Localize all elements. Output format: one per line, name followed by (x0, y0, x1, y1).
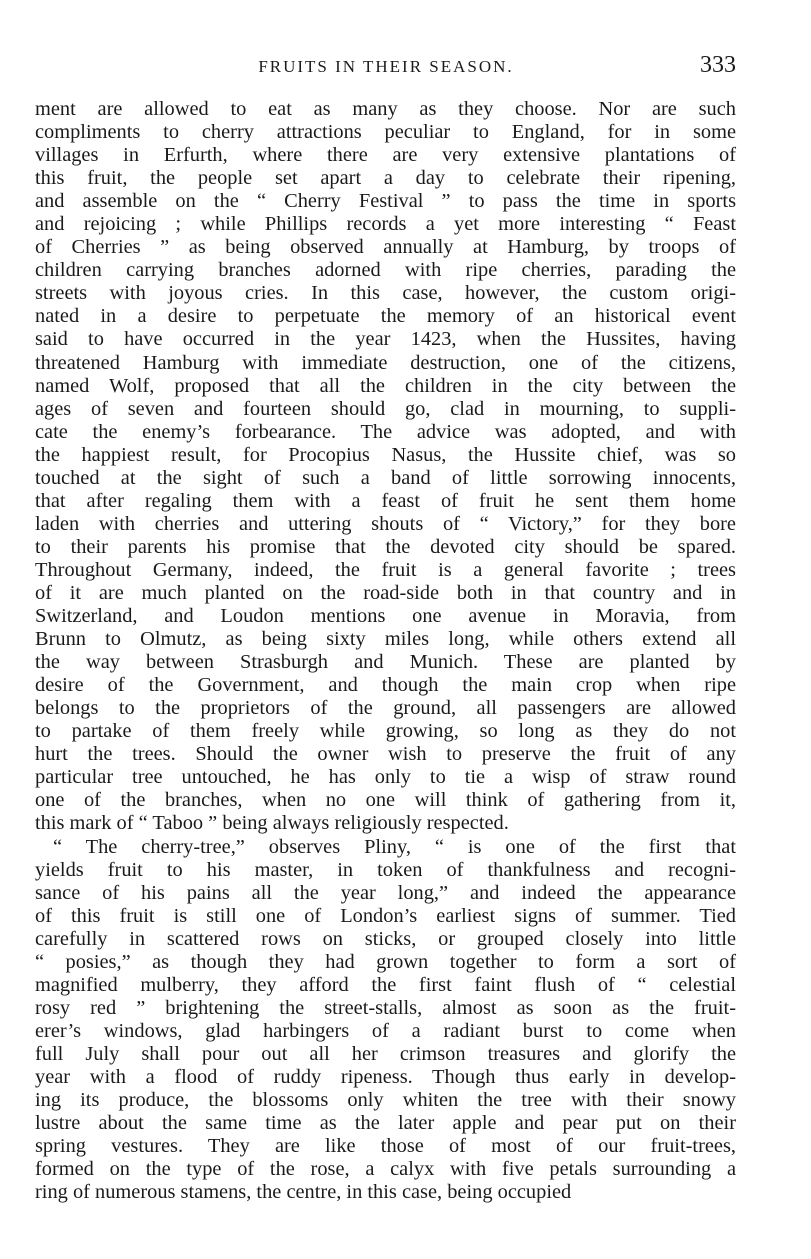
text-line: hurt the trees. Should the owner wish to preserve the fruit of any (35, 743, 736, 766)
text-line: children carrying branches adorned with ripe cherries, parading the (35, 259, 736, 282)
text-line: nated in a desire to perpetuate the memory of an historical event (35, 305, 736, 328)
text-line: one of the branches, when no one will think of gathering from it, (35, 789, 736, 812)
text-line: ment are allowed to eat as many as they choose. Nor are such (35, 98, 736, 120)
running-header (36, 52, 736, 82)
paragraph (35, 98, 736, 836)
text-line: compliments to cherry attractions peculiar to England, for in some (35, 121, 736, 144)
text-line: said to have occurred in the year 1423, when the Hussites, having (35, 328, 736, 351)
text-line: and assemble on the “ Cherry Festival ” to pass the time in sports (35, 190, 736, 213)
paragraph (35, 836, 736, 1205)
text-line: ages of seven and fourteen should go, clad in mourning, to suppli- (35, 397, 736, 420)
text-line: belongs to the proprietors of the ground, all passengers are allowed (35, 697, 736, 720)
text-line: year with a flood of ruddy ripeness. Though thus early in develop- (35, 1065, 736, 1088)
page-number: 333 (700, 52, 736, 78)
text-line: named Wolf, proposed that all the children in the city between the (35, 374, 736, 397)
text-line: and rejoicing ; while Phillips records a yet more interesting “ Feast (35, 213, 736, 236)
text-line: “ The cherry-tree,” observes Pliny, “ is one of the first that (53, 835, 736, 858)
text-line: villages in Erfurth, where there are very extensive plantations of (35, 144, 736, 167)
text-line: particular tree untouched, he has only to tie a wisp of straw round (35, 766, 736, 789)
running-title: FRUITS IN THEIR SEASON. (258, 57, 514, 76)
text-line: of it are much planted on the road-side both in that country and in (35, 581, 736, 604)
text-line: the happiest result, for Procopius Nasus, the Hussite chief, was so (35, 443, 736, 466)
text-line: threatened Hamburg with immediate destruction, one of the citizens, (35, 351, 736, 374)
text-line: lustre about the same time as the later apple and pear put on their (35, 1112, 736, 1135)
text-line: sance of his pains all the year long,” and indeed the appearance (35, 881, 736, 904)
text-line: laden with cherries and uttering shouts of “ Victory,” for they bore (35, 512, 736, 535)
body-text (35, 98, 736, 1204)
text-line: ing its produce, the blossoms only whiten the tree with their snowy (35, 1089, 736, 1112)
text-line: cate the enemy’s forbearance. The advice was adopted, and with (35, 420, 736, 443)
text-line: formed on the type of the rose, a calyx with five petals surrounding a (35, 1158, 736, 1181)
text-line: spring vestures. They are like those of most of our fruit-trees, (35, 1135, 736, 1158)
text-line: to their parents his promise that the devoted city should be spared. (35, 535, 736, 558)
text-line: ring of numerous stamens, the centre, in this case, being occupied (35, 1181, 572, 1204)
text-line: this fruit, the people set apart a day to celebrate their ripening, (35, 167, 736, 190)
text-line: Brunn to Olmutz, as being sixty miles long, while others extend all (35, 628, 736, 651)
text-line: this mark of “ Taboo ” being always religiously respected. (35, 812, 509, 835)
text-line: “ posies,” as though they had grown together to form a sort of (35, 950, 736, 973)
text-line: desire of the Government, and though the main crop when ripe (35, 674, 736, 697)
text-line: that after regaling them with a feast of fruit he sent them home (35, 489, 736, 512)
text-line: magnified mulberry, they afford the first faint flush of “ celestial (35, 973, 736, 996)
text-line: yields fruit to his master, in token of thankfulness and recogni- (35, 858, 736, 881)
text-line: Throughout Germany, indeed, the fruit is a general favorite ; trees (35, 558, 736, 581)
text-line: carefully in scattered rows on sticks, or grouped closely into little (35, 927, 736, 950)
text-line: streets with joyous cries. In this case, however, the custom origi- (35, 282, 736, 305)
text-line: of Cherries ” as being observed annually at Hamburg, by troops of (35, 236, 736, 259)
text-line: touched at the sight of such a band of little sorrowing innocents, (35, 466, 736, 489)
text-line: of this fruit is still one of London’s earliest signs of summer. Tied (35, 904, 736, 927)
text-line: erer’s windows, glad harbingers of a radiant burst to come when (35, 1019, 736, 1042)
text-line: full July shall pour out all her crimson treasures and glorify the (35, 1042, 736, 1065)
text-line: the way between Strasburgh and Munich. These are planted by (35, 651, 736, 674)
text-line: Switzerland, and Loudon mentions one avenue in Moravia, from (35, 605, 736, 628)
text-line: rosy red ” brightening the street-stalls, almost as soon as the fruit- (35, 996, 736, 1019)
text-line: to partake of them freely while growing, so long as they do not (35, 720, 736, 743)
